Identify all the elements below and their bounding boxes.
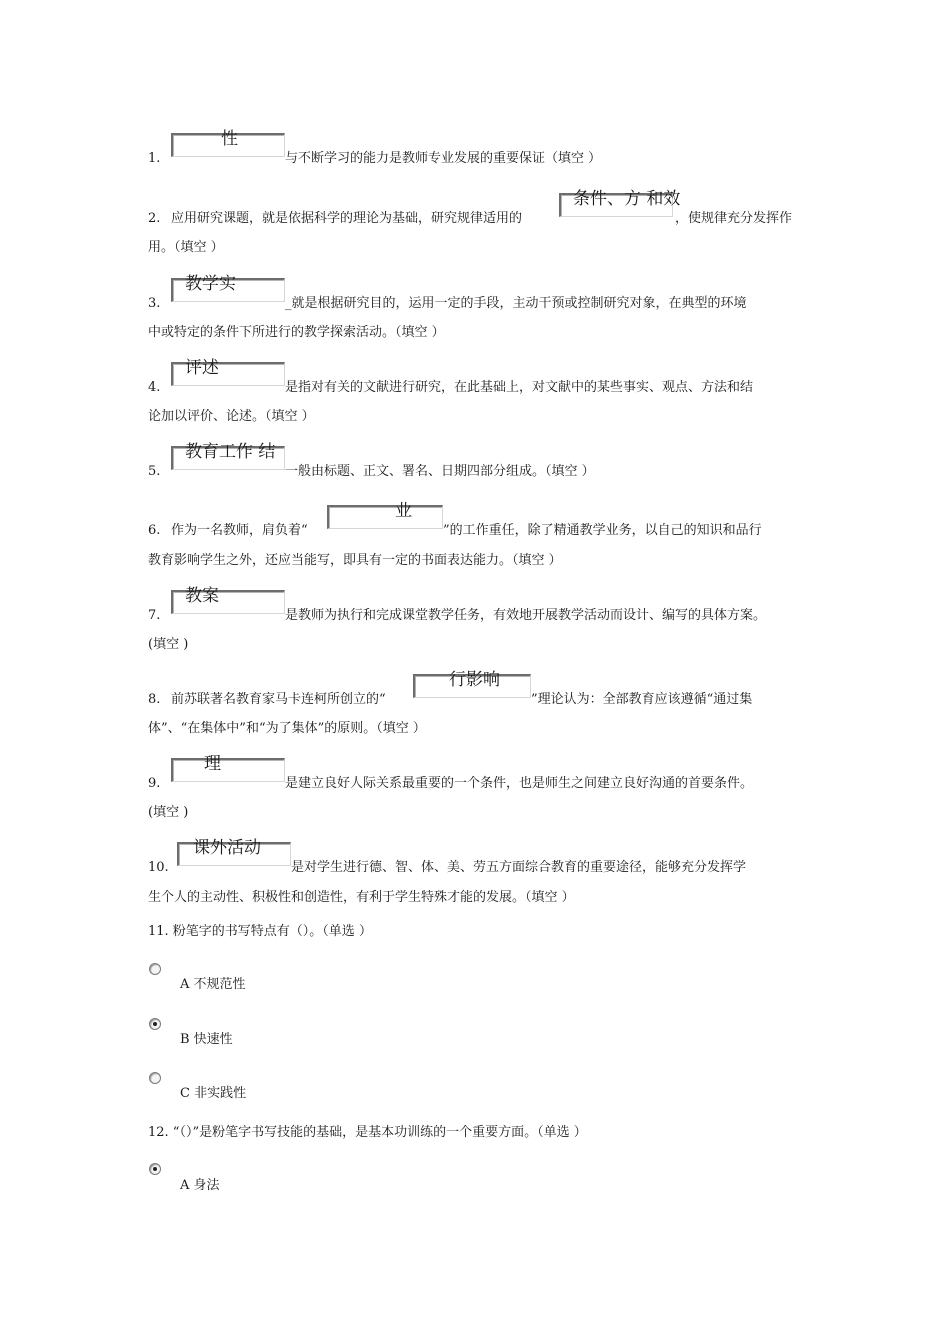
q4-num: 4.: [148, 380, 161, 395]
q1-answer-field[interactable]: [171, 129, 285, 157]
q6-answer-field[interactable]: [327, 501, 443, 529]
q8-text: ”理论认为：全部教育应该遵循“通过集: [531, 692, 753, 707]
q1-answer: 性: [221, 129, 238, 149]
q7-num: 7.: [148, 608, 161, 623]
q5-text: 一般由标题、正文、署名、日期四部分组成。（填空 ）: [285, 464, 595, 479]
q7-text-cont: (填空 ): [148, 637, 189, 652]
q10-num: 10.: [148, 860, 169, 875]
q9-answer: 理: [204, 754, 221, 774]
q4-answer: 评述: [185, 358, 219, 378]
q11-text: 11. 粉笔字的书写特点有（）。（单选 ）: [148, 924, 372, 939]
q8-text-before: 前苏联著名教育家马卡连柯所创立的“: [171, 692, 386, 707]
q5-num: 5.: [148, 464, 161, 479]
q3-text-cont: 中或特定的条件下所进行的教学探索活动。（填空 ）: [148, 325, 445, 340]
q5-answer-field[interactable]: [171, 442, 285, 470]
q1-text: 与不断学习的能力是教师专业发展的重要保证（填空 ）: [285, 151, 602, 166]
q8-answer-field[interactable]: [413, 670, 531, 698]
q2-text-cont: 用。（填空 ）: [148, 240, 224, 255]
q12-option-a-radio[interactable]: [149, 1163, 161, 1175]
q3-answer: 教学实: [185, 274, 236, 294]
q4-text-cont: 论加以评价、论述。（填空 ）: [148, 409, 315, 424]
q9-text: 是建立良好人际关系最重要的一个条件，也是师生之间建立良好沟通的首要条件。: [285, 776, 754, 791]
q10-text-cont: 生个人的主动性、积极性和创造性，有利于学生特殊才能的发展。（填空 ）: [148, 890, 575, 905]
q8-text-cont: 体”、“在集体中”和“为了集体”的原则。（填空 ）: [148, 721, 426, 736]
q9-answer-field[interactable]: [171, 754, 285, 782]
q6-num: 6.: [148, 523, 161, 538]
q9-text-cont: (填空 ): [148, 805, 189, 820]
q2-text: ，使规律充分发挥作: [675, 211, 793, 226]
q7-answer-field[interactable]: [171, 586, 285, 614]
q2-text-before: 应用研究课题，就是依据科学的理论为基础，研究规律适用的: [171, 211, 523, 226]
q7-answer: 教案: [185, 586, 219, 606]
q12-text: 12. “（）”是粉笔字书写技能的基础，是基本功训练的一个重要方面。（单选 ）: [148, 1125, 587, 1140]
q2-num: 2.: [148, 211, 161, 226]
q3-num: 3.: [148, 296, 161, 311]
q12-option-a-label: A 身法: [180, 1178, 220, 1193]
q11-option-b-label: B 快速性: [180, 1032, 233, 1047]
q11-option-b-radio[interactable]: [149, 1018, 161, 1030]
q3-text: _就是根据研究目的，运用一定的手段，主动干预或控制研究对象，在典型的环境: [285, 296, 747, 311]
q11-option-c-label: C 非实践性: [180, 1086, 247, 1101]
q3-answer-field[interactable]: [171, 274, 285, 302]
q2-answer: 条件、方 和效: [573, 189, 681, 209]
q10-answer: 课外活动: [193, 838, 261, 858]
q7-text: 是教师为执行和完成课堂教学任务，有效地开展教学活动而设计、编写的具体方案。: [285, 608, 767, 623]
q10-text: 是对学生进行德、智、体、美、劳五方面综合教育的重要途径，能够充分发挥学: [291, 860, 747, 875]
q6-text: ”的工作重任，除了精通教学业务，以自己的知识和品行: [443, 523, 762, 538]
q11-option-c-radio[interactable]: [149, 1072, 161, 1084]
q11-option-a-radio[interactable]: [149, 963, 161, 975]
q6-answer: 业: [395, 501, 412, 521]
q4-answer-field[interactable]: [171, 358, 285, 386]
q10-answer-field[interactable]: [177, 838, 291, 866]
q9-num: 9.: [148, 776, 161, 791]
q5-answer: 教育工作 结: [185, 442, 276, 462]
q4-text: 是指对有关的文献进行研究，在此基础上，对文献中的某些事实、观点、方法和结: [285, 380, 754, 395]
q6-text-before: 作为一名教师，肩负着“: [171, 523, 308, 538]
q8-answer: 行影响: [449, 670, 500, 690]
q11-option-a-label: A 不规范性: [180, 977, 246, 992]
q1-num: 1.: [148, 151, 161, 166]
q2-answer-field[interactable]: [559, 189, 681, 217]
q8-num: 8.: [148, 692, 161, 707]
q6-text-cont: 教育影响学生之外，还应当能写，即具有一定的书面表达能力。（填空 ）: [148, 553, 562, 568]
